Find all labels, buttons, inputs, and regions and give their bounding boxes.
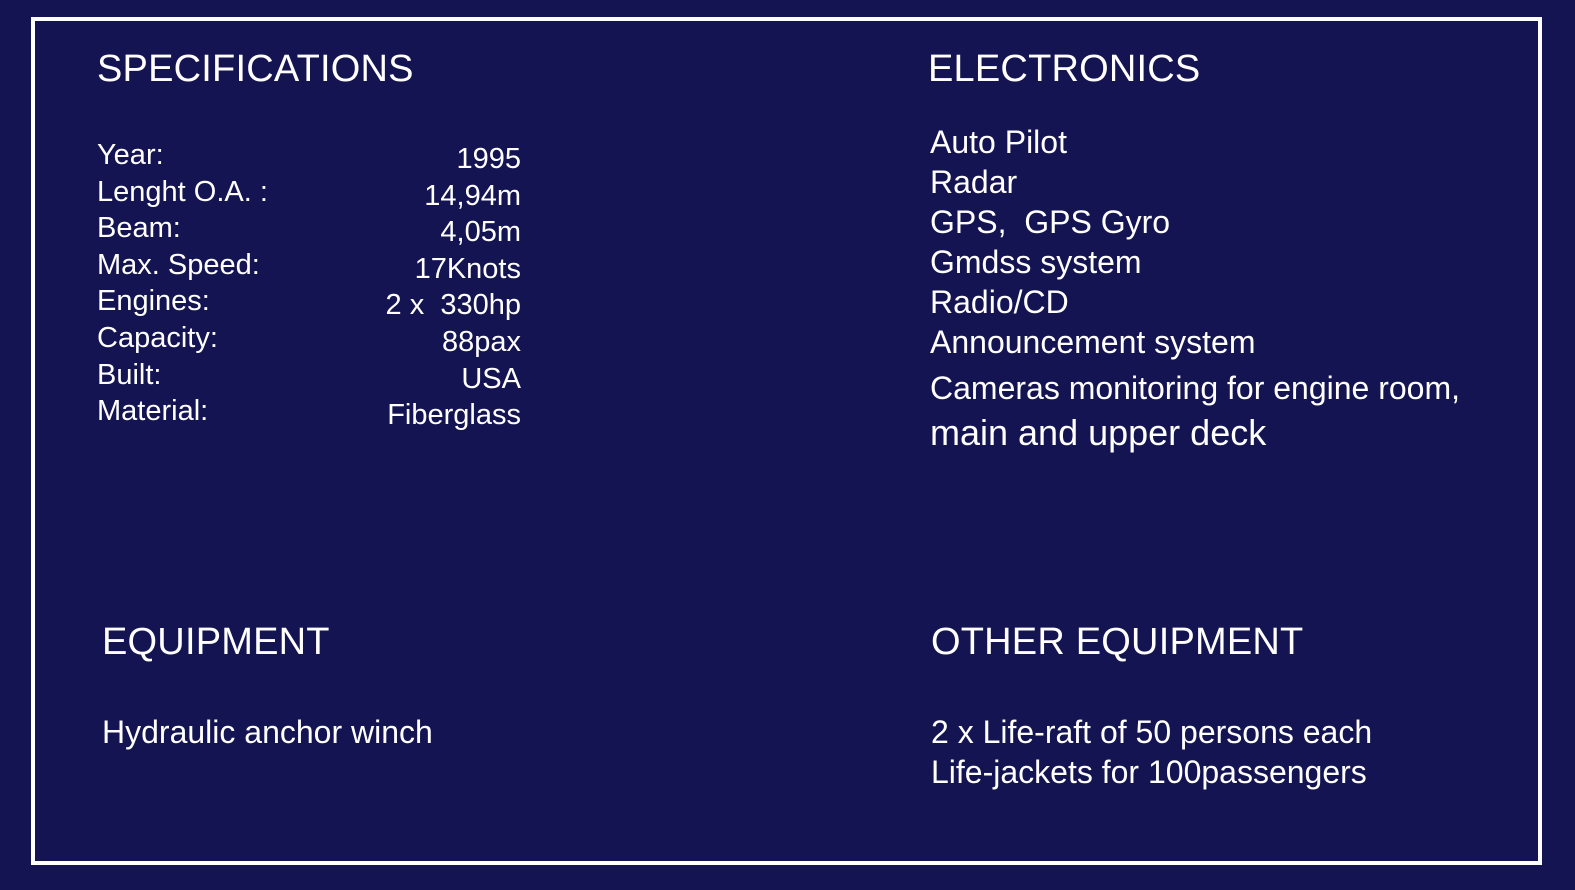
list-item: Gmdss system xyxy=(930,244,1142,280)
spec-value: 1995 xyxy=(456,143,521,175)
list-item: Announcement system xyxy=(930,324,1256,360)
spec-value: 88pax xyxy=(441,325,521,358)
equipment-list xyxy=(102,712,433,752)
spec-row-capacity xyxy=(97,320,523,357)
spec-row-beam xyxy=(97,210,523,247)
equipment-heading: EQUIPMENT xyxy=(102,621,330,663)
spec-value: 2 x 330hp xyxy=(385,289,521,322)
spec-label: Lenght O.A. : xyxy=(97,175,268,208)
spec-label: Year: xyxy=(97,139,164,171)
spec-label: Material: xyxy=(97,395,209,428)
list-item: Radio/CD xyxy=(930,284,1069,320)
list-item: GPS, GPS Gyro xyxy=(930,204,1171,240)
spec-label: Built: xyxy=(97,358,162,391)
spec-value: USA xyxy=(461,362,521,395)
list-item: Cameras monitoring for engine room, xyxy=(930,370,1461,406)
spec-value: 4,05m xyxy=(440,216,521,249)
list-item: 2 x Life-raft of 50 persons each xyxy=(931,714,1373,750)
specifications-heading: SPECIFICATIONS xyxy=(97,48,414,90)
spec-row-max-speed xyxy=(97,247,523,284)
list-item: Auto Pilot xyxy=(930,124,1067,160)
spec-label: Capacity: xyxy=(97,321,218,354)
list-item: Life-jackets for 100passengers xyxy=(931,754,1367,790)
spec-label: Beam: xyxy=(97,212,181,245)
spec-row-material xyxy=(97,393,523,430)
spec-row-built xyxy=(97,357,523,394)
spec-value: 14,94m xyxy=(424,179,521,212)
electronics-heading: ELECTRONICS xyxy=(928,48,1201,90)
electronics-list xyxy=(930,122,1460,458)
spec-row-engines xyxy=(97,283,523,320)
spec-value: 17Knots xyxy=(414,252,521,285)
other-equipment-list xyxy=(931,712,1372,792)
spec-label: Max. Speed: xyxy=(97,248,260,281)
other-equipment-heading: OTHER EQUIPMENT xyxy=(931,621,1304,663)
spec-value: Fiberglass xyxy=(387,399,521,432)
spec-row-length xyxy=(97,174,523,211)
spec-label: Engines: xyxy=(97,285,210,318)
list-item: main and upper deck xyxy=(930,412,1267,453)
list-item: Hydraulic anchor winch xyxy=(102,714,433,750)
list-item: Radar xyxy=(930,164,1018,200)
spec-row-year xyxy=(97,137,523,174)
specifications-table xyxy=(97,137,523,430)
